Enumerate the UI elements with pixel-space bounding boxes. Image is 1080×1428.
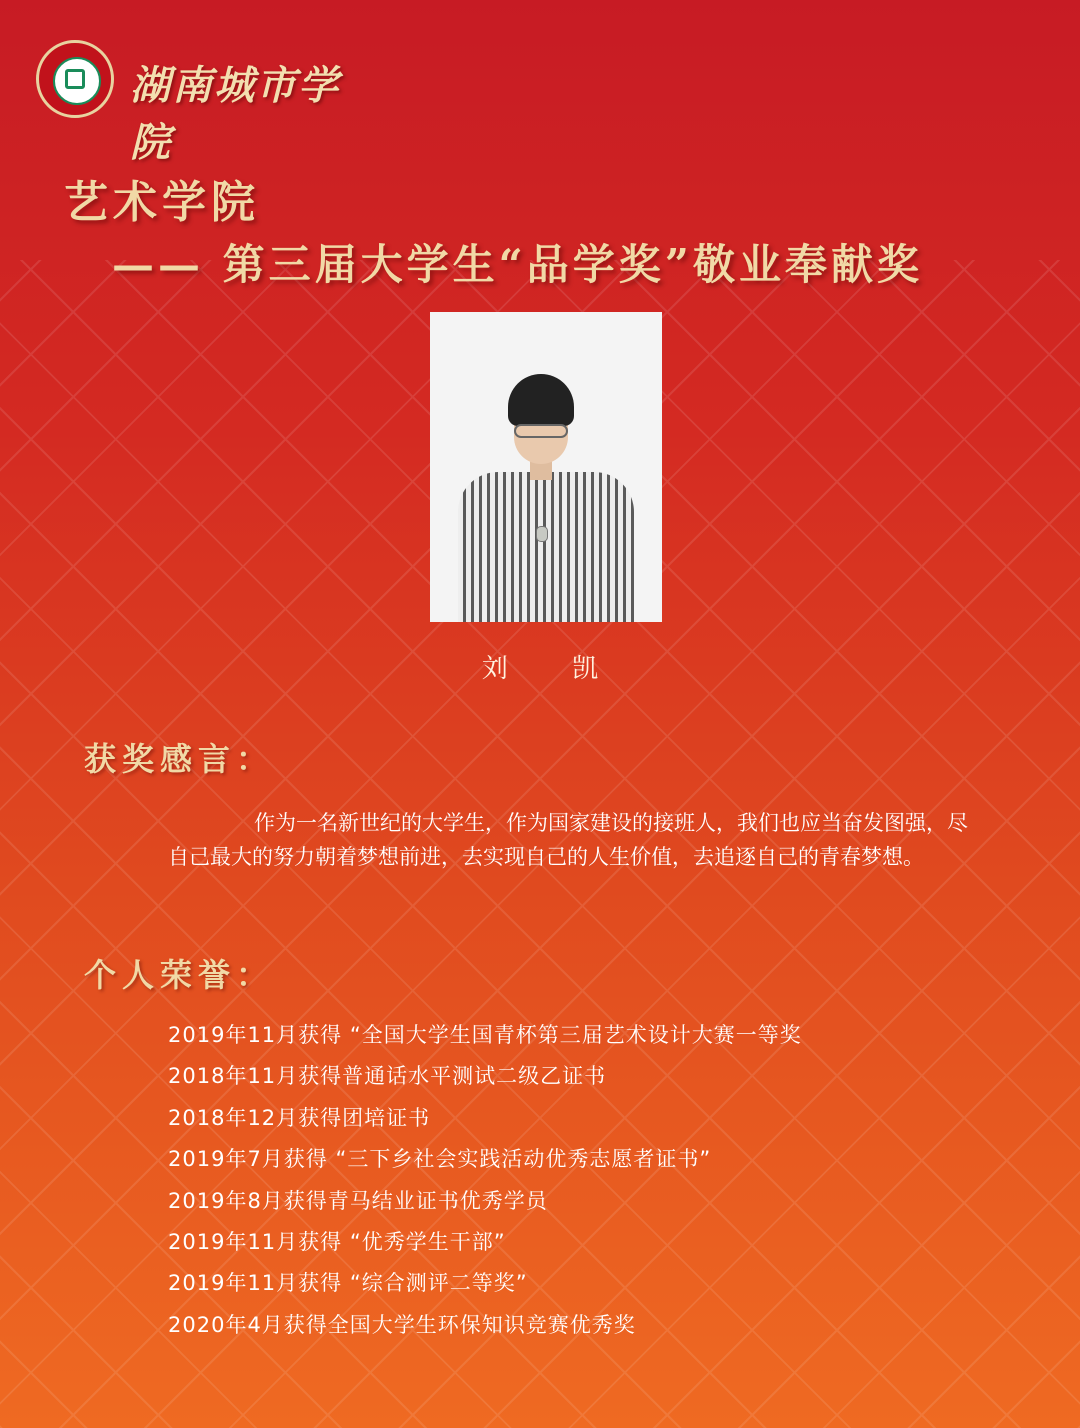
university-seal-icon: [36, 40, 114, 118]
honor-item: 2020年4月获得全国大学生环保知识竞赛优秀奖: [168, 1312, 636, 1337]
honor-item: 2018年11月获得普通话水平测试二级乙证书: [168, 1064, 607, 1089]
honors-heading: 个人荣誉：: [84, 956, 275, 994]
portrait-photo: [430, 312, 662, 622]
university-name: 湖南城市学院: [130, 62, 340, 166]
award-title: —— 第三届大学生“品学奖”敬业奉献奖: [112, 240, 923, 289]
honor-item: 2019年8月获得青马结业证书优秀学员: [168, 1188, 548, 1213]
honor-item: 2019年11月获得 “优秀学生干部”: [168, 1229, 506, 1254]
honor-item: 2018年12月获得团培证书: [168, 1105, 431, 1130]
speech-heading: 获奖感言：: [84, 740, 275, 778]
university-logo: [36, 40, 356, 166]
honor-item: 2019年11月获得 “综合测评二等奖”: [168, 1271, 528, 1296]
person-name: 刘 凯: [481, 654, 627, 684]
honors-list: [168, 1018, 802, 1349]
honor-item: 2019年11月获得 “全国大学生国青杯第三届艺术设计大赛一等奖: [168, 1023, 802, 1047]
honor-item: 2019年7月获得 “三下乡社会实践活动优秀志愿者证书”: [168, 1147, 712, 1172]
speech-text: 作为一名新世纪的大学生，作为国家建设的接班人，我们也应当奋发图强，尽自己最大的努力朝着梦想前进，去实现自己的人生价值，去追逐自己的青春梦想。: [168, 811, 968, 869]
college-title: 艺术学院: [64, 177, 260, 228]
